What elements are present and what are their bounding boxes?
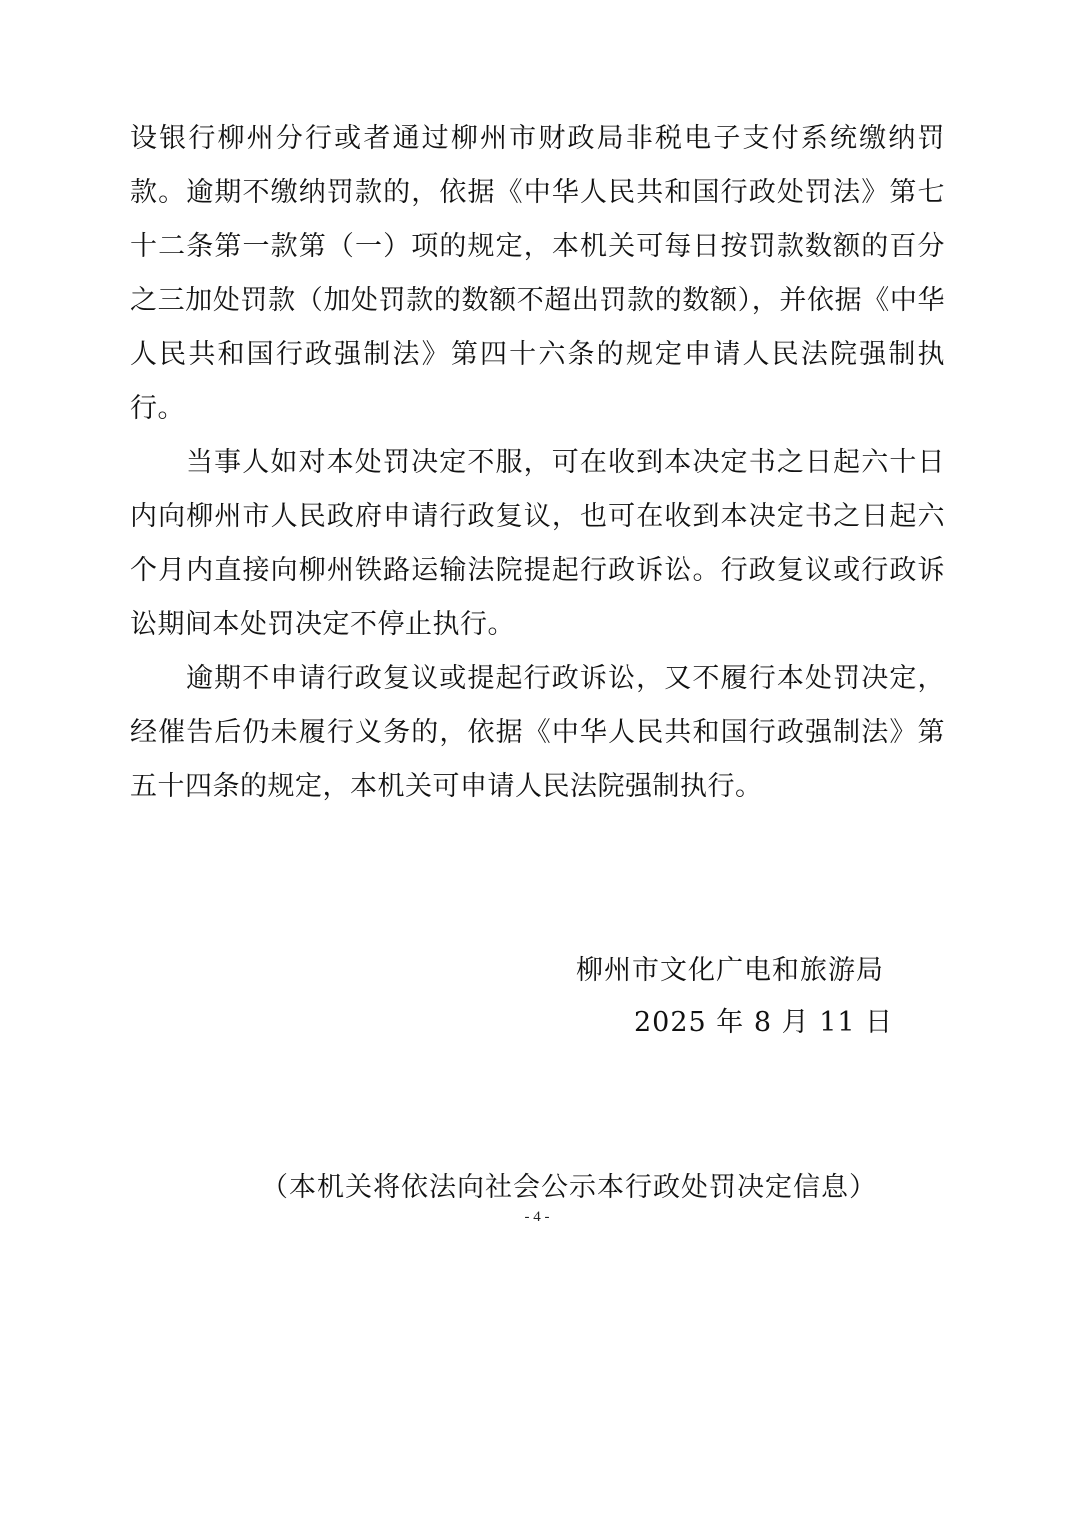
public-disclosure-notice: （本机关将依法向社会公示本行政处罚决定信息） [261, 1172, 877, 1203]
issue-date: 2025 年 8 月 11 日 [634, 1007, 894, 1038]
issuing-organization: 柳州市文化广电和旅游局 [576, 955, 884, 986]
paragraph-enforcement: 逾期不申请行政复议或提起行政诉讼，又不履行本处罚决定，经催告后仍未履行义务的，依据《中华人民共和国行政强制法》第五十四条的规定，本机关可申请人民法院强制执行。 [130, 663, 945, 802]
page-number: - 4 - [524, 1209, 550, 1225]
document-body [130, 112, 945, 814]
paragraph-payment-continuation: 设银行柳州分行或者通过柳州市财政局非税电子支付系统缴纳罚款。逾期不缴纳罚款的，依据《中华人民共和国行政处罚法》第七十二条第一款第（一）项的规定，本机关可每日按罚款数额的百分之三加处罚款（加处罚款的数额不超出罚款的数额），并依据《中华人民共和国行政强制法》第四十六条的规定申请人民法院强制执行。 [130, 123, 945, 424]
paragraph-appeal-rights: 当事人如对本处罚决定不服，可在收到本决定书之日起六十日内向柳州市人民政府申请行政复议，也可在收到本决定书之日起六个月内直接向柳州铁路运输法院提起行政诉讼。行政复议或行政诉讼期间本处罚决定不停止执行。 [130, 447, 945, 640]
